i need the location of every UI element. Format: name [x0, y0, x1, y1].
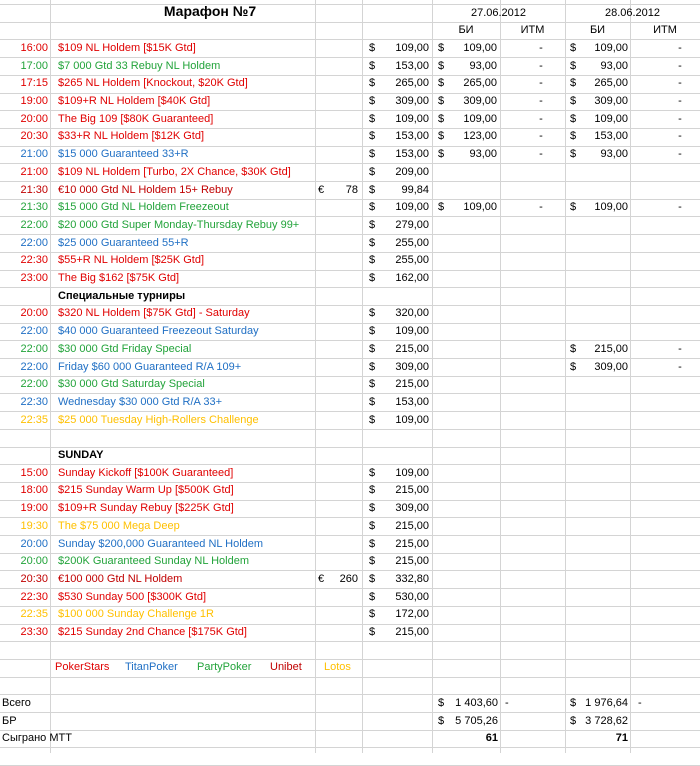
row-d2-usd-sign: $ — [570, 77, 577, 90]
row-d1-itm: - — [539, 95, 543, 107]
row-d2-buyin: 215,00 — [594, 342, 628, 355]
row-cost: 215,00 — [395, 555, 429, 568]
row-tournament-name: €100 000 Gtd NL Holdem — [58, 572, 183, 585]
row-eur-sign: € — [318, 572, 325, 585]
row-tournament-name: $7 000 Gtd 33 Rebuy NL Holdem — [58, 59, 221, 72]
row-tournament-name: $530 Sunday 500 [$300K Gtd] — [58, 590, 207, 603]
row-usd-sign: $ — [369, 254, 376, 267]
row-d1-buyin: 93,00 — [469, 59, 497, 72]
row-tournament-name: $20 000 Gtd Super Monday-Thursday Rebuy 99+ — [58, 218, 300, 231]
row-tournament-name: $109 NL Holdem [Turbo, 2X Chance, $30K Gtd] — [58, 165, 291, 178]
row-time: 20:00 — [20, 555, 48, 568]
row-time: 22:00 — [20, 378, 48, 391]
row-d2-usd-sign: $ — [570, 112, 577, 125]
row-d2-itm: - — [678, 59, 682, 72]
row-tournament-name: Wednesday $30 000 Gtd R/A 33+ — [58, 395, 222, 408]
row-usd-sign: $ — [369, 307, 376, 320]
row-tournament-name: $109+R NL Holdem [$40K Gtd] — [58, 95, 211, 107]
row-usd-sign: $ — [369, 77, 376, 90]
row-usd-sign: $ — [369, 395, 376, 408]
row-time: 20:00 — [20, 537, 48, 550]
grid-row-line — [0, 677, 700, 678]
row-eur-sign: € — [318, 183, 325, 196]
row-d1-itm: - — [539, 41, 543, 54]
played-mtt-label: Сыграно МТТ — [2, 732, 72, 745]
row-cost: 215,00 — [395, 484, 429, 497]
row-time: 19:30 — [20, 519, 48, 532]
row-cost: 99,84 — [401, 183, 429, 196]
total-d2-itm: - — [638, 696, 642, 709]
row-usd-sign: $ — [369, 537, 376, 550]
row-tournament-name: $55+R NL Holdem [$25K Gtd] — [58, 254, 205, 267]
row-time: 18:00 — [20, 484, 48, 497]
legend-titanpoker: TitanPoker — [125, 661, 178, 674]
br-d2-usd-sign: $ — [570, 714, 577, 727]
row-d1-buyin: 109,00 — [463, 41, 497, 54]
row-d1-usd-sign: $ — [438, 148, 445, 161]
row-tournament-name: $215 Sunday Warm Up [$500K Gtd] — [58, 484, 234, 497]
br-d1-value: 5 705,26 — [455, 714, 498, 727]
row-d1-itm: - — [539, 130, 543, 143]
row-cost: 255,00 — [395, 254, 429, 267]
legend-partypoker: PartyPoker — [197, 661, 252, 674]
row-d1-itm: - — [539, 59, 543, 72]
row-time: 22:35 — [20, 413, 48, 426]
row-usd-sign: $ — [369, 519, 376, 532]
total-label: Всего — [2, 696, 31, 709]
row-tournament-name: $15 000 Guaranteed 33+R — [58, 148, 189, 161]
row-d2-itm: - — [678, 77, 682, 90]
row-usd-sign: $ — [369, 236, 376, 249]
total-d1-itm: - — [505, 696, 509, 709]
row-d2-usd-sign: $ — [570, 342, 577, 355]
row-cost: 215,00 — [395, 342, 429, 355]
bi-header-2: БИ — [589, 24, 606, 37]
row-d1-buyin: 265,00 — [463, 77, 497, 90]
row-tournament-name: $33+R NL Holdem [$12K Gtd] — [58, 130, 205, 143]
row-time: 17:15 — [20, 77, 48, 90]
grid-col-line — [432, 0, 433, 753]
row-usd-sign: $ — [369, 360, 376, 373]
row-usd-sign: $ — [369, 502, 376, 515]
row-usd-sign: $ — [369, 608, 376, 621]
row-cost: 172,00 — [395, 608, 429, 621]
row-cost: 279,00 — [395, 218, 429, 231]
row-time: 23:00 — [20, 272, 48, 284]
row-tournament-name: $30 000 Gtd Friday Special — [58, 342, 192, 355]
row-cost: 265,00 — [395, 77, 429, 90]
total-d2-usd-sign: $ — [570, 696, 577, 709]
row-time: 22:30 — [20, 254, 48, 267]
row-time: 21:00 — [20, 148, 48, 161]
row-d2-buyin: 153,00 — [594, 130, 628, 143]
row-time: 22:00 — [20, 236, 48, 249]
row-cost: 309,00 — [395, 360, 429, 373]
br-d1-usd-sign: $ — [438, 714, 445, 727]
row-time: 22:00 — [20, 218, 48, 231]
row-tournament-name: $100 000 Sunday Challenge 1R — [58, 608, 214, 621]
row-d1-usd-sign: $ — [438, 41, 445, 54]
row-usd-sign: $ — [369, 112, 376, 125]
br-label: БР — [2, 714, 17, 727]
row-d1-itm: - — [539, 201, 543, 214]
row-cost: 209,00 — [395, 165, 429, 178]
row-tournament-name: $200K Guaranteed Sunday NL Holdem — [58, 555, 249, 568]
itm-header-1: ИТМ — [520, 24, 545, 37]
row-time: 20:00 — [20, 307, 48, 320]
row-tournament-name: $30 000 Gtd Saturday Special — [58, 378, 205, 391]
row-usd-sign: $ — [369, 183, 376, 196]
row-usd-sign: $ — [369, 41, 376, 54]
row-usd-sign: $ — [369, 218, 376, 231]
row-cost: 309,00 — [395, 95, 429, 107]
row-d2-buyin: 265,00 — [594, 77, 628, 90]
row-usd-sign: $ — [369, 130, 376, 143]
row-cost: 215,00 — [395, 378, 429, 391]
row-d1-usd-sign: $ — [438, 130, 445, 143]
row-d2-itm: - — [678, 41, 682, 54]
legend-pokerstars: PokerStars — [55, 661, 110, 674]
row-d1-usd-sign: $ — [438, 112, 445, 125]
row-usd-sign: $ — [369, 466, 376, 479]
bi-header-1: БИ — [458, 24, 474, 37]
row-time: 20:30 — [20, 572, 48, 585]
grid-col-line — [50, 0, 51, 753]
date-header-2: 28.06.2012 — [604, 6, 661, 19]
row-d2-buyin: 109,00 — [594, 201, 628, 214]
row-cost: 215,00 — [395, 626, 429, 638]
row-d2-itm: - — [678, 130, 682, 143]
grid-col-line — [362, 0, 363, 753]
grid-row-line — [0, 429, 700, 430]
row-d2-itm: - — [678, 148, 682, 161]
row-usd-sign: $ — [369, 95, 376, 107]
row-cost: 109,00 — [395, 413, 429, 426]
row-cost: 109,00 — [395, 325, 429, 338]
row-time: 19:00 — [20, 95, 48, 107]
row-d2-usd-sign: $ — [570, 130, 577, 143]
row-cost: 162,00 — [395, 272, 429, 284]
row-usd-sign: $ — [369, 590, 376, 603]
row-d1-buyin: 123,00 — [463, 130, 497, 143]
legend-unibet: Unibet — [270, 661, 302, 674]
row-usd-sign: $ — [369, 148, 376, 161]
row-d1-buyin: 109,00 — [463, 112, 497, 125]
section-heading: Специальные турниры — [58, 289, 186, 302]
row-d2-itm: - — [678, 95, 682, 107]
row-d2-itm: - — [678, 112, 682, 125]
row-tournament-name: $25 000 Guaranteed 55+R — [58, 236, 189, 249]
row-d2-usd-sign: $ — [570, 148, 577, 161]
row-usd-sign: $ — [369, 555, 376, 568]
row-time: 21:30 — [20, 183, 48, 196]
row-tournament-name: The Big $162 [$75K Gtd] — [58, 272, 180, 284]
row-usd-sign: $ — [369, 378, 376, 391]
row-usd-sign: $ — [369, 59, 376, 72]
row-tournament-name: $265 NL Holdem [Knockout, $20K Gtd] — [58, 77, 248, 90]
total-d1-value: 1 403,60 — [455, 696, 498, 709]
row-time: 21:00 — [20, 165, 48, 178]
row-usd-sign: $ — [369, 325, 376, 338]
row-usd-sign: $ — [369, 413, 376, 426]
row-tournament-name: $109+R Sunday Rebuy [$225K Gtd] — [58, 502, 234, 515]
row-d1-buyin: 109,00 — [463, 201, 497, 214]
row-time: 22:30 — [20, 590, 48, 603]
section-heading: SUNDAY — [58, 449, 104, 461]
row-time: 17:00 — [20, 59, 48, 72]
row-d2-itm: - — [678, 360, 682, 373]
row-cost: 320,00 — [395, 307, 429, 320]
row-d2-buyin: 93,00 — [600, 148, 628, 161]
grid-col-line — [565, 0, 566, 753]
row-d2-usd-sign: $ — [570, 201, 577, 214]
sheet-title: Марафон №7 — [163, 2, 257, 19]
row-cost: 153,00 — [395, 59, 429, 72]
row-d2-buyin: 93,00 — [600, 59, 628, 72]
row-cost: 109,00 — [395, 41, 429, 54]
row-usd-sign: $ — [369, 201, 376, 214]
legend-lotos: Lotos — [324, 661, 351, 674]
row-tournament-name: $15 000 Gtd NL Holdem Freezeout — [58, 201, 229, 214]
row-usd-sign: $ — [369, 626, 376, 638]
row-d1-usd-sign: $ — [438, 59, 445, 72]
row-time: 20:00 — [20, 112, 48, 125]
row-time: 20:30 — [20, 130, 48, 143]
row-d2-itm: - — [678, 201, 682, 214]
row-time: 23:30 — [20, 626, 48, 638]
row-d2-usd-sign: $ — [570, 95, 577, 107]
row-d1-itm: - — [539, 148, 543, 161]
row-time: 19:00 — [20, 502, 48, 515]
row-eur-value: 78 — [345, 183, 358, 196]
row-cost: 153,00 — [395, 395, 429, 408]
row-d2-usd-sign: $ — [570, 59, 577, 72]
row-cost: 153,00 — [395, 148, 429, 161]
row-usd-sign: $ — [369, 342, 376, 355]
row-tournament-name: €10 000 Gtd NL Holdem 15+ Rebuy — [58, 183, 233, 196]
grid-col-line — [500, 0, 501, 753]
played-d2-value: 71 — [615, 732, 628, 745]
row-d1-itm: - — [539, 77, 543, 90]
row-time: 22:00 — [20, 342, 48, 355]
date-header-1: 27.06.2012 — [470, 6, 527, 19]
row-time: 22:35 — [20, 608, 48, 621]
row-cost: 309,00 — [395, 502, 429, 515]
row-d1-buyin: 309,00 — [463, 95, 497, 107]
row-tournament-name: Friday $60 000 Guaranteed R/A 109+ — [58, 360, 242, 373]
row-usd-sign: $ — [369, 165, 376, 178]
row-d2-buyin: 109,00 — [594, 112, 628, 125]
row-cost: 153,00 — [395, 130, 429, 143]
row-d1-buyin: 93,00 — [469, 148, 497, 161]
row-usd-sign: $ — [369, 484, 376, 497]
row-d2-usd-sign: $ — [570, 360, 577, 373]
row-d1-usd-sign: $ — [438, 77, 445, 90]
row-usd-sign: $ — [369, 572, 376, 585]
row-tournament-name: $109 NL Holdem [$15K Gtd] — [58, 41, 196, 54]
itm-header-2: ИТМ — [653, 24, 677, 37]
row-time: 15:00 — [20, 466, 48, 479]
row-d2-usd-sign: $ — [570, 41, 577, 54]
row-tournament-name: The Big 109 [$80K Guaranteed] — [58, 112, 214, 125]
row-cost: 215,00 — [395, 519, 429, 532]
total-d1-usd-sign: $ — [438, 696, 445, 709]
total-d2-value: 1 976,64 — [585, 696, 628, 709]
row-tournament-name: Sunday $200,000 Guaranteed NL Holdem — [58, 537, 264, 550]
played-d1-value: 61 — [485, 732, 498, 745]
grid-row-line — [0, 641, 700, 642]
row-time: 22:00 — [20, 325, 48, 338]
row-eur-value: 260 — [339, 572, 358, 585]
row-time: 21:30 — [20, 201, 48, 214]
row-cost: 332,80 — [395, 572, 429, 585]
row-cost: 530,00 — [395, 590, 429, 603]
row-usd-sign: $ — [369, 272, 376, 284]
row-cost: 109,00 — [395, 201, 429, 214]
row-cost: 109,00 — [395, 112, 429, 125]
row-cost: 255,00 — [395, 236, 429, 249]
row-tournament-name: The $75 000 Mega Deep — [58, 519, 180, 532]
row-time: 22:00 — [20, 360, 48, 373]
row-d2-buyin: 309,00 — [594, 95, 628, 107]
row-tournament-name: $215 Sunday 2nd Chance [$175K Gtd] — [58, 626, 247, 638]
row-tournament-name: $25 000 Tuesday High-Rollers Challenge — [58, 413, 259, 426]
row-tournament-name: Sunday Kickoff [$100K Guaranteed] — [58, 466, 234, 479]
row-d2-buyin: 309,00 — [594, 360, 628, 373]
row-tournament-name: $320 NL Holdem [$75K Gtd] - Saturday — [58, 307, 250, 320]
grid-col-line — [630, 0, 631, 753]
br-d2-value: 3 728,62 — [585, 714, 628, 727]
row-d1-itm: - — [539, 112, 543, 125]
row-d2-itm: - — [678, 342, 682, 355]
row-time: 16:00 — [20, 41, 48, 54]
row-d2-buyin: 109,00 — [594, 41, 628, 54]
row-time: 22:30 — [20, 395, 48, 408]
row-cost: 215,00 — [395, 537, 429, 550]
grid-col-line — [315, 0, 316, 753]
row-d1-usd-sign: $ — [438, 95, 445, 107]
row-tournament-name: $40 000 Guaranteed Freezeout Saturday — [58, 325, 259, 338]
row-cost: 109,00 — [395, 466, 429, 479]
row-d1-usd-sign: $ — [438, 201, 445, 214]
